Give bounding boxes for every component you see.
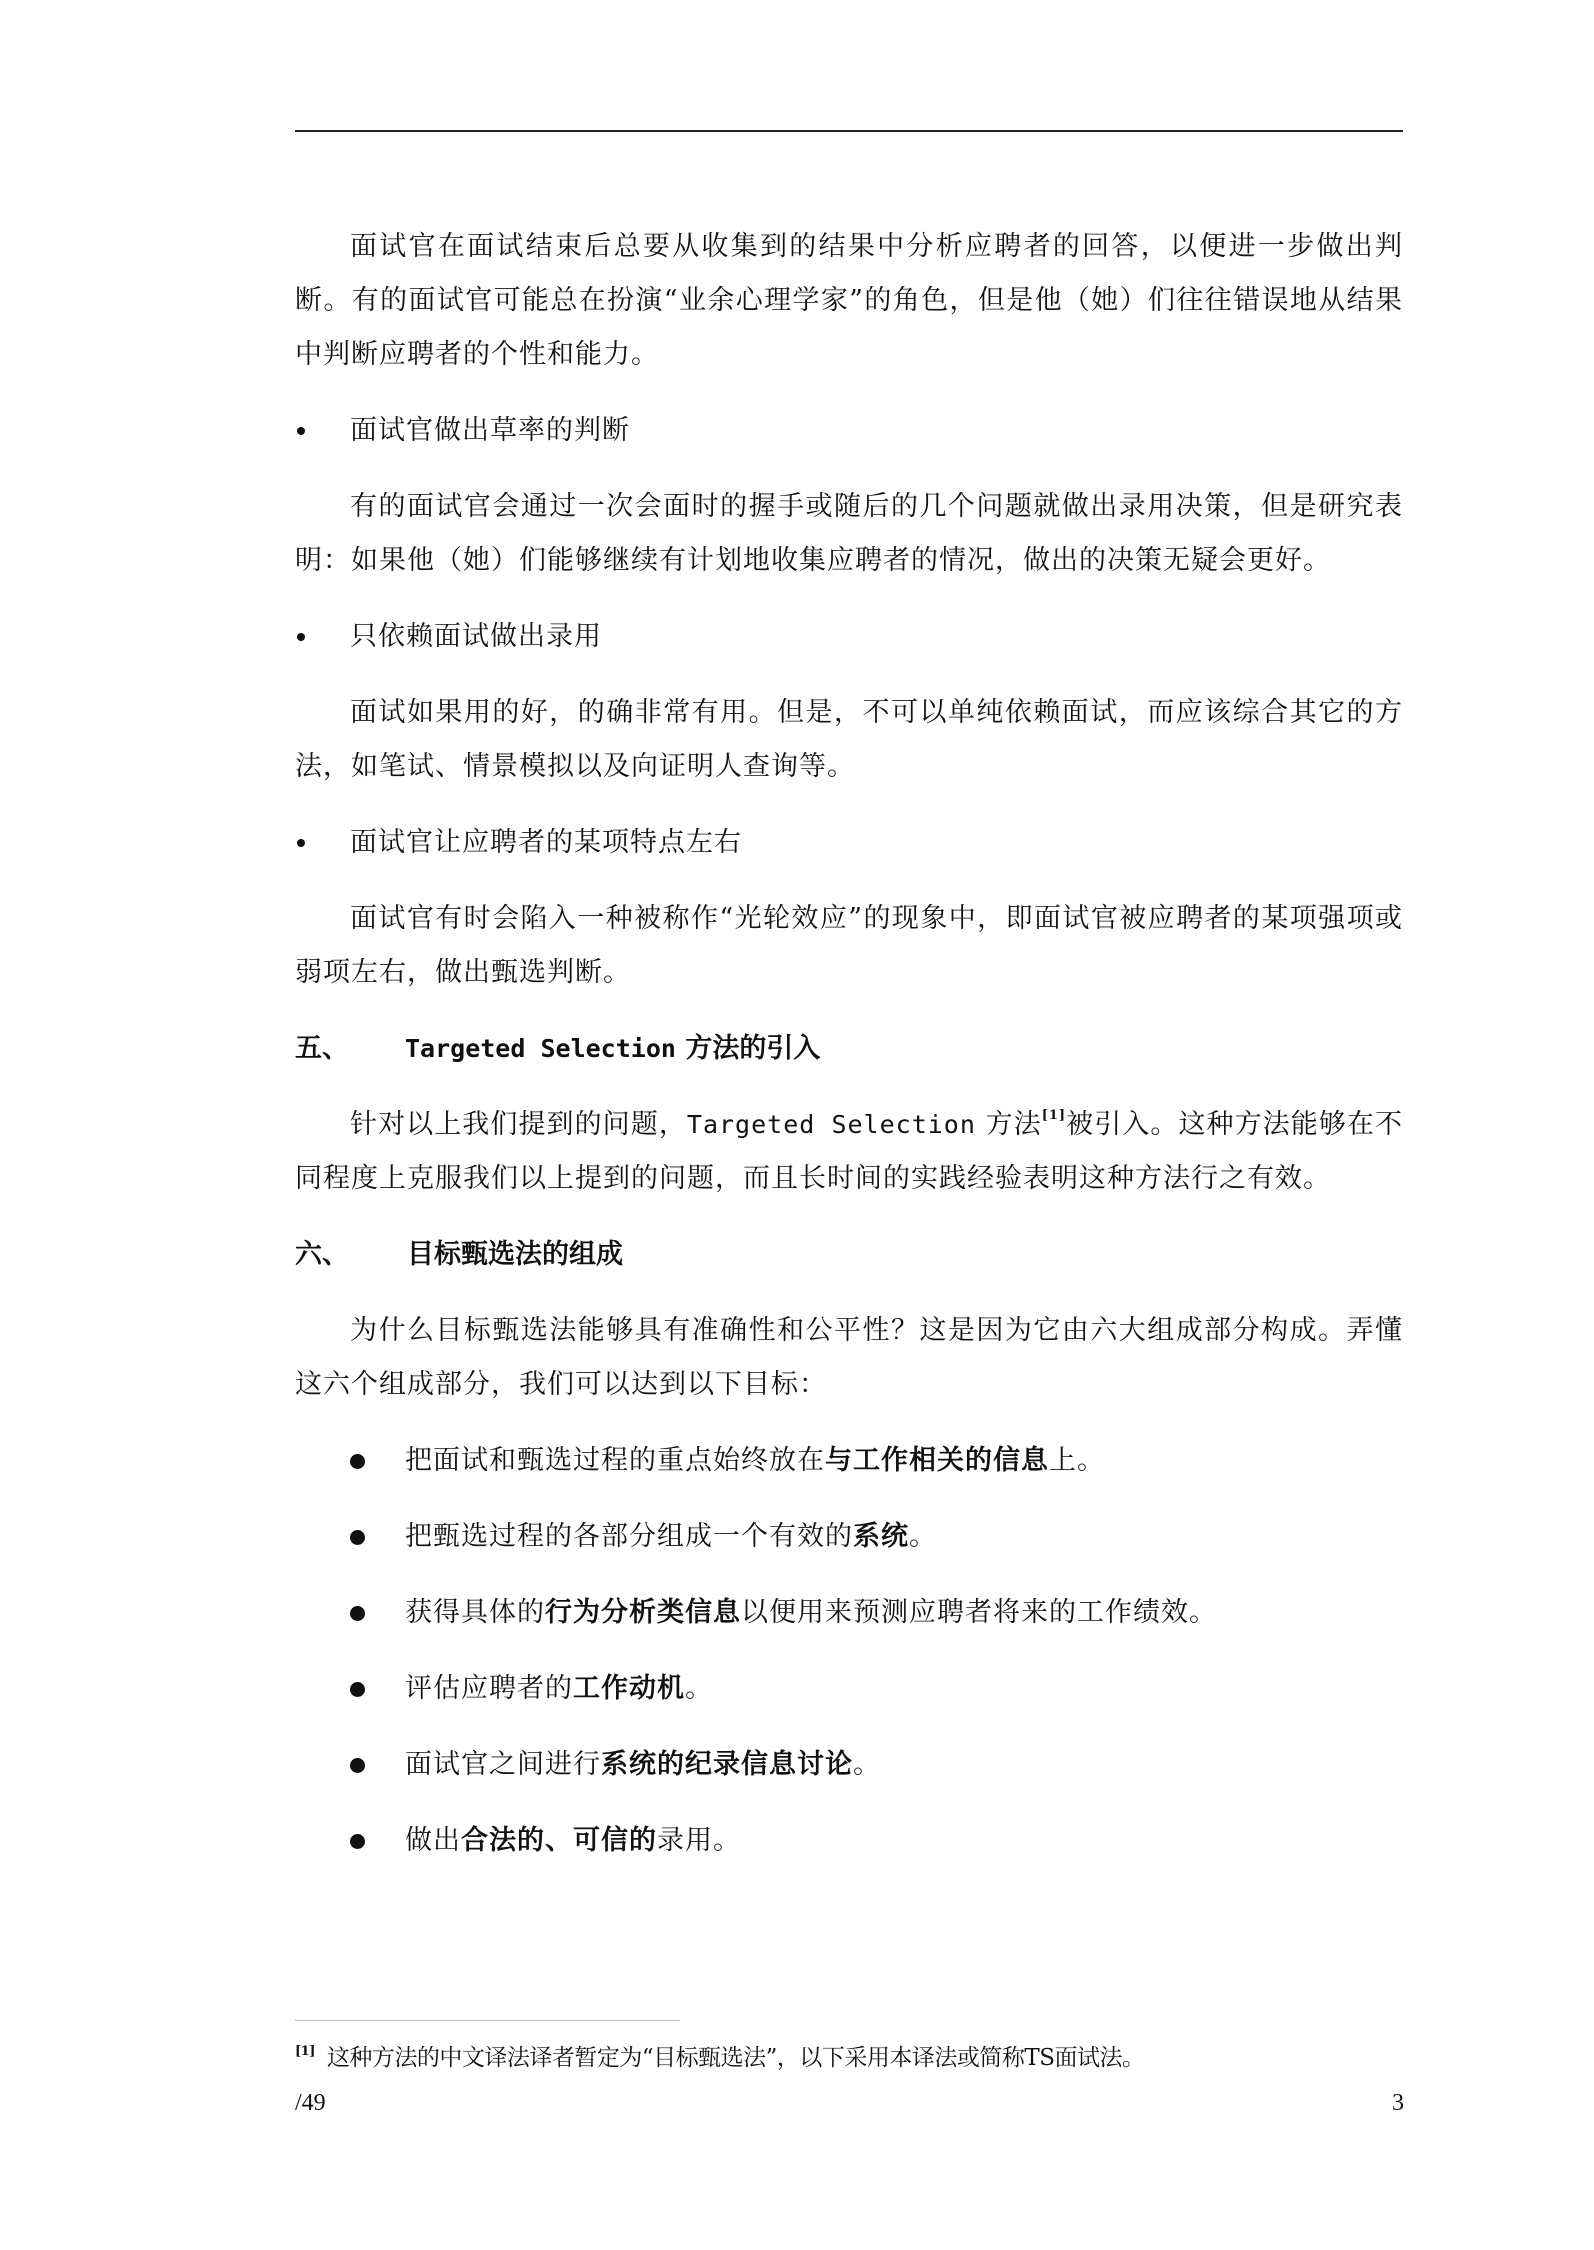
footnote — [295, 2035, 1403, 2075]
body-content — [295, 220, 1403, 1890]
bullet-dot-icon — [350, 1530, 365, 1545]
text-span: 把面试和甄选过程的重点始终放在 — [405, 1445, 825, 1476]
text-span: 针对以上我们提到的问题， — [350, 1109, 687, 1140]
list-item-text — [405, 1814, 741, 1868]
paragraph: 面试官有时会陷入一种被称作“光轮效应”的现象中，即面试官被应聘者的某项强项或弱项左右，做出甄选判断。 — [295, 903, 1403, 988]
bullet-text: 面试官做出草率的判断 — [350, 415, 630, 446]
page-number: 3 — [1392, 2090, 1404, 2116]
list-item-text — [405, 1510, 937, 1564]
text-bold: 合法的、可信的 — [461, 1825, 657, 1856]
paragraph: 面试官在面试结束后总要从收集到的结果中分析应聘者的回答，以便进一步做出判断。有的面试官可能总在扮演“业余心理学家”的角色，但是他（她）们往往错误地从结果中判断应聘者的个性和能力。 — [295, 231, 1403, 370]
list-item — [350, 1586, 1403, 1640]
section-number: 六、 — [295, 1239, 349, 1270]
text-span: 上。 — [1049, 1445, 1105, 1476]
text-span: 方法 — [975, 1109, 1042, 1140]
list-item — [350, 1434, 1403, 1488]
text-bold: 与工作相关的信息 — [825, 1445, 1049, 1476]
list-item-text — [405, 1738, 881, 1792]
bullet-dot-icon — [350, 1606, 365, 1621]
text-span: 。 — [853, 1749, 881, 1780]
section-title-cn: 方法的引入 — [675, 1033, 821, 1064]
text-span: 。 — [685, 1673, 713, 1704]
bullet-text: 只依赖面试做出录用 — [350, 621, 602, 652]
section-title — [405, 1022, 820, 1076]
bullet-dot-icon — [350, 1454, 365, 1469]
section-number: 五、 — [295, 1033, 349, 1064]
bullet-dot-icon — [297, 427, 305, 435]
text-bold: 系统的纪录信息讨论 — [601, 1749, 853, 1780]
bullet-dot-icon — [350, 1758, 365, 1773]
paragraph: 为什么目标甄选法能够具有准确性和公平性？这是因为它由六大组成部分构成。弄懂这六个组成部分，我们可以达到以下目标： — [295, 1315, 1403, 1400]
text-span: 录用。 — [657, 1825, 741, 1856]
text-span: 。 — [909, 1521, 937, 1552]
bullet-dot-icon — [350, 1682, 365, 1697]
text-span-mono: Targeted Selection — [686, 1110, 976, 1139]
bullet-text: 面试官让应聘者的某项特点左右 — [350, 827, 742, 858]
text-span: 面试官之间进行 — [405, 1749, 601, 1780]
list-item — [350, 1510, 1403, 1564]
text-span: 把甄选过程的各部分组成一个有效的 — [405, 1521, 853, 1552]
footnote-ref[interactable]: [1] — [1041, 1108, 1067, 1123]
text-span: 获得具体的 — [405, 1597, 545, 1628]
goals-list — [350, 1434, 1403, 1868]
text-bold: 行为分析类信息 — [545, 1597, 741, 1628]
footnote-separator — [295, 2020, 680, 2021]
list-item-text — [405, 1434, 1105, 1488]
list-item-text — [405, 1586, 1217, 1640]
list-item — [350, 1738, 1403, 1792]
bullet-item — [295, 610, 1403, 664]
footer-total-pages: /49 — [295, 2090, 326, 2116]
text-span: 以便用来预测应聘者将来的工作绩效。 — [741, 1597, 1217, 1628]
list-item — [350, 1814, 1403, 1868]
paragraph: 面试如果用的好，的确非常有用。但是，不可以单纯依赖面试，而应该综合其它的方法，如笔试、情景模拟以及向证明人查询等。 — [295, 697, 1403, 782]
text-span: 做出 — [405, 1825, 461, 1856]
bullet-dot-icon — [297, 633, 305, 641]
footnote-text: 这种方法的中文译法译者暂定为“目标甄选法”，以下采用本译法或简称TS面试法。 — [326, 2045, 1145, 2071]
header-rule — [295, 130, 1403, 132]
text-bold: 工作动机 — [573, 1673, 685, 1704]
paragraph: 有的面试官会通过一次会面时的握手或随后的几个问题就做出录用决策，但是研究表明：如果他（她）们能够继续有计划地收集应聘者的情况，做出的决策无疑会更好。 — [295, 491, 1403, 576]
section-title-en: Targeted Selection — [405, 1034, 676, 1063]
list-item — [350, 1662, 1403, 1716]
text-span: 评估应聘者的 — [405, 1673, 573, 1704]
bullet-item — [295, 816, 1403, 870]
paragraph — [295, 1098, 1403, 1206]
footnote-mark: [1] — [295, 2044, 315, 2059]
text-span: 被引入。这种方法能够在不同程度上克服我们以上提到的问题，而且长时间的实践经验表明这种方法行之有效。 — [295, 1109, 1403, 1194]
bullet-item — [295, 404, 1403, 458]
bullet-dot-icon — [297, 839, 305, 847]
bullet-dot-icon — [350, 1834, 365, 1849]
section-heading — [295, 1022, 1403, 1076]
text-bold: 系统 — [853, 1521, 909, 1552]
list-item-text — [405, 1662, 713, 1716]
section-heading — [295, 1228, 1403, 1282]
section-title: 目标甄选法的组成 — [407, 1239, 623, 1270]
